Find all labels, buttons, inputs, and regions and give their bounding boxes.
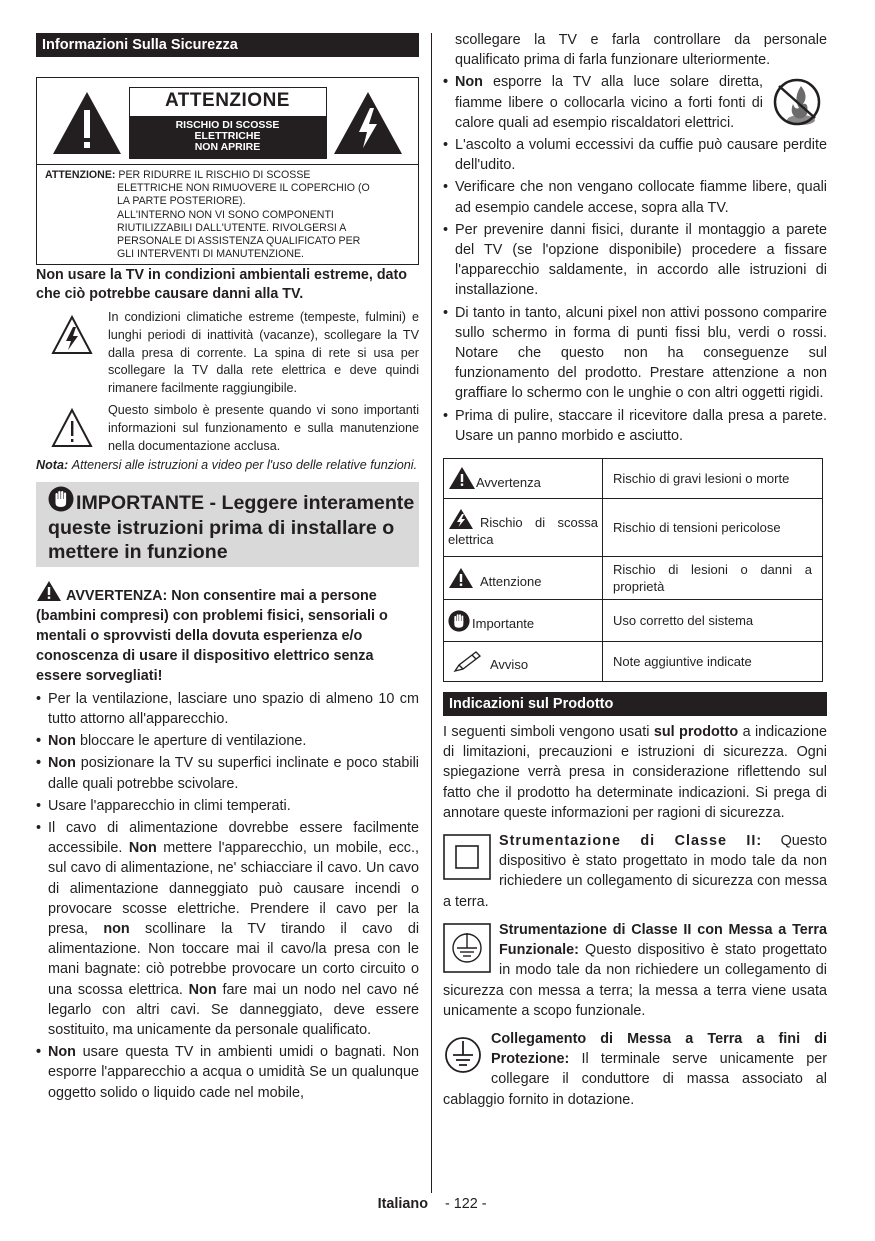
class2-title: Strumentazione di Classe II: (499, 833, 763, 850)
warning-triangle-icon (36, 580, 62, 602)
list-item (36, 731, 419, 751)
left-column (36, 33, 419, 1103)
warning-line: RIUTILIZZABILI DALL'UTENTE. RIVOLGERSI A (117, 221, 347, 234)
hand-icon (48, 486, 74, 512)
table-row (444, 459, 823, 499)
exclamation-symbol-row (36, 402, 419, 455)
list-item (443, 135, 827, 175)
lightning-symbol-text: In condizioni climatiche estreme (tempeste, fulmini) e lunghi periodi di inattività (vacanze), scollegare la TV dalla presa di corrente. La spina di rete si usa per scollegare la TV dalla rete elettrica e deve quindi rimanere facilmente raggiungibile. (108, 310, 419, 395)
note (36, 457, 419, 474)
list-item-text: posizionare la TV su superfici inclinate e poco stabili dalle quali potrebbe scivolare. (48, 755, 420, 792)
list-item-text: Di tanto in tanto, alcuni pixel non attivi possono comparire sullo schermo in forma di punti fissi blu, verdi o rossi. Notare che questo non ha conseguenze sul funzionamento del prodotto. Prestare attenzione a non graffiare lo schermo con le unghie o con altri oggetti rigidi. (455, 304, 827, 402)
list-item-text: Prima di pulire, staccare il ricevitore dalla presa a parete. Usare un panno morbido e asciutto. (455, 407, 827, 444)
intro-text: a indicazione di limitazioni, precauzioni e istruzioni di sicurezza. Ogni spiegazione verrà presa in considerazione riflettendo sul fatto che il prodotto ha determinate indicazioni. Si prega di annotare queste informazioni per ragioni di sicurezza. (443, 724, 827, 821)
attention-panel (129, 87, 327, 159)
warning-line: LA PARTE POSTERIORE). (117, 195, 246, 208)
right-bullet-list (443, 72, 827, 446)
warning-line: ELETTRICHE NON RIMUOVERE IL COPERCHIO (O (117, 182, 370, 195)
table-cell (444, 642, 603, 682)
subheading-line: ELETTRICHE (194, 130, 261, 142)
class2-entry (443, 831, 827, 912)
table-row (444, 557, 823, 600)
lightning-symbol-row (36, 309, 419, 397)
page-number: - 122 - (445, 1196, 487, 1212)
table-row (444, 499, 823, 557)
avvertenza-text: AVVERTENZA: Non consentire mai a persone (bambini compresi) con problemi fisici, sensoriali o mentali o sprovvisti della dovuta esperienza e/o conoscenza di usare il dispositivo elettrico senza essere sorvegliati! (36, 587, 388, 685)
table-cell (444, 499, 603, 557)
intro-bold: sul prodotto (653, 724, 739, 741)
warning-line: PER RIDURRE IL RISCHIO DI SCOSSE (118, 169, 311, 181)
left-bullet-list (36, 689, 419, 1103)
list-item-text: Per la ventilazione, lasciare uno spazio di almeno 10 cm tutto attorno all'apparecchio. (48, 690, 419, 727)
list-item (443, 406, 827, 446)
list-item-bold: Non (48, 1044, 76, 1061)
pencil-icon (452, 651, 482, 673)
warning-label: ATTENZIONE: (45, 169, 116, 181)
list-item (443, 303, 827, 404)
continued-text: scollegare la TV e farla controllare da personale qualificato prima di farla funzionare ulteriormente. (455, 32, 827, 69)
list-item-text: usare questa TV in ambienti umidi o bagnati. Non esporre l'apparecchio a acqua o umidità Se un qualunque oggetto solido o liquido cade nel mobile, (48, 1044, 420, 1101)
caution-triangle-icon (448, 567, 474, 589)
list-item-bold: Non (48, 755, 76, 772)
symbol-legend-table (443, 458, 823, 682)
hand-icon (448, 610, 470, 632)
product-intro (443, 722, 827, 823)
class2f-title: Strumentazione di Classe II con Messa a Terra Funzionale: (499, 921, 827, 959)
no-fire-icon (767, 74, 827, 130)
warning-text (37, 164, 418, 264)
table-cell: Rischio di tensioni pericolose (603, 499, 823, 557)
table-row (444, 642, 823, 682)
table-cell: Rischio di gravi lesioni o morte (603, 459, 823, 499)
list-item-text: L'ascolto a volumi eccessivi da cuffie può causare perdite dell'udito. (455, 137, 827, 174)
list-item-text: esporre la TV alla luce solare diretta, fiamme libere o collocarla vicino a forti fonti di calore quali ad esempio riscaldatori elettrici. (455, 74, 764, 131)
list-item-text: Il cavo di alimentazione dovrebbe essere facilmente accessibile. (48, 819, 419, 857)
legend-symbol-label: Rischio di scossa elettrica (448, 514, 598, 547)
list-item-text: scollinare la TV tirando il cavo di alimentazione. Non toccare mai il cavo/la presa con le mani bagnate: ciò potrebbe provocare un corto circuito o una scossa elettrica. (48, 920, 420, 998)
list-item-bold: Non (188, 981, 217, 998)
list-item-text: bloccare le aperture di ventilazione. (79, 733, 307, 750)
avvertenza-warning (36, 580, 419, 687)
list-item-bold: Non (128, 840, 157, 857)
important-heading-text: IMPORTANTE - Leggere interamente queste istruzioni prima di installare o mettere in funzione (48, 492, 415, 564)
list-item (36, 1042, 419, 1103)
warning-line: PERSONALE DI ASSISTENZA QUALIFICATO PER (117, 235, 361, 248)
right-column (443, 33, 827, 1110)
exclamation-triangle-icon (51, 90, 123, 156)
shock-triangle-icon (448, 508, 474, 530)
class2-double-square-icon (443, 834, 491, 880)
class2-functional-earth-entry (443, 920, 827, 1021)
exclamation-outline-icon (51, 408, 93, 448)
attention-subheading (130, 116, 326, 158)
list-item-text: Usare l'apparecchio in climi temperati. (48, 797, 291, 814)
subheading-line: NON APRIRE (194, 141, 261, 153)
important-heading (36, 482, 419, 567)
list-item-bold: Non (48, 733, 76, 750)
list-item-bold: non (103, 920, 130, 937)
warning-line: ALL'INTERNO NON VI SONO COMPONENTI (117, 208, 334, 221)
list-item-text: Verificare che non vengano collocate fiamme libere, quali ad esempio candele accese, sopra alla TV. (455, 179, 827, 216)
table-cell (444, 557, 603, 600)
list-item (36, 753, 419, 793)
note-label: Nota: (36, 458, 69, 473)
list-item (443, 177, 827, 217)
attention-heading: ATTENZIONE (165, 90, 290, 111)
table-row (444, 600, 823, 642)
subheading-line: RISCHIO DI SCOSSE (175, 119, 280, 131)
lightning-triangle-icon (332, 90, 404, 156)
legend-symbol-label: Attenzione (480, 573, 542, 589)
legend-symbol-label: Avvertenza (476, 475, 541, 491)
lightning-outline-icon (51, 315, 93, 355)
list-item (443, 220, 827, 301)
list-item-text: fare mai un nodo nel cavo né legarlo con altri cavi. Se danneggiato, deve essere sostituito, ma unicamente da personale qualificato. (48, 981, 420, 1038)
table-cell (444, 459, 603, 499)
functional-earth-icon (443, 923, 491, 973)
list-item (36, 796, 419, 816)
column-divider (431, 33, 432, 1193)
footer-language: Italiano (377, 1196, 428, 1212)
table-cell (444, 600, 603, 642)
note-text: Attenersi alle istruzioni a video per l'uso delle relative funzioni. (71, 458, 418, 473)
class2f-text: Questo dispositivo è stato progettato in modo tale da non richiedere un collegamento di sicurezza con messa a terra; la messa a terra viene usata unicamente a scopo funzionale. (443, 942, 827, 1019)
list-item (36, 689, 419, 729)
warning-box (36, 77, 419, 265)
list-item-bold: Non (455, 74, 483, 91)
legend-symbol-label: Importante (472, 615, 535, 631)
pe-title: Collegamento di Messa a Terra a fini di Protezione: (491, 1030, 827, 1068)
list-item-text: Per prevenire danni fisici, durante il montaggio a parete del TV (se l'opzione disponibile) procedere a fissare l'apparecchio saldamente, in accordo alle istruzioni di installazione. (455, 221, 827, 299)
pe-text: Il terminale serve unicamente per collegare il conduttore di massa associato al cablaggio fornito in dotazione. (443, 1051, 828, 1108)
intro-text: I seguenti simboli vengono usati (443, 724, 650, 741)
table-cell: Uso corretto del sistema (603, 600, 823, 642)
table-cell: Note aggiuntive indicate (603, 642, 823, 682)
exclamation-symbol-text: Questo simbolo è presente quando vi sono importanti informazioni sul funzionamento e sulla manutenzione nella documentazione acclusa. (108, 403, 419, 453)
protective-earth-entry (443, 1029, 827, 1110)
protective-earth-icon (443, 1035, 483, 1075)
tv-warning: Non usare la TV in condizioni ambientali estreme, dato che ciò potrebbe causare danni alla TV. (36, 267, 408, 303)
list-item-text: mettere l'apparecchio, un mobile, ecc., sul cavo di alimentazione, ne' schiacciare il cavo. Un cavo di alimentazione danneggiato può causare incendi o provocare scosse elettriche. Prendere il cavo per la presa, (48, 840, 419, 937)
section-title: Informazioni Sulla Sicurezza (36, 33, 419, 57)
legend-symbol-label: Avviso (490, 656, 529, 672)
list-item (443, 72, 827, 133)
list-item (36, 818, 419, 1040)
warning-line: GLI INTERVENTI DI MANUTENZIONE. (117, 248, 304, 261)
table-cell: Rischio di lesioni o danni a proprietà (603, 557, 823, 600)
class2-text: Questo dispositivo è stato progettato in modo tale da non richiedere un collegamento di sicurezza con messa a terra. (443, 833, 828, 910)
warning-triangle-icon (448, 466, 476, 490)
product-section-title: Indicazioni sul Prodotto (443, 692, 827, 716)
